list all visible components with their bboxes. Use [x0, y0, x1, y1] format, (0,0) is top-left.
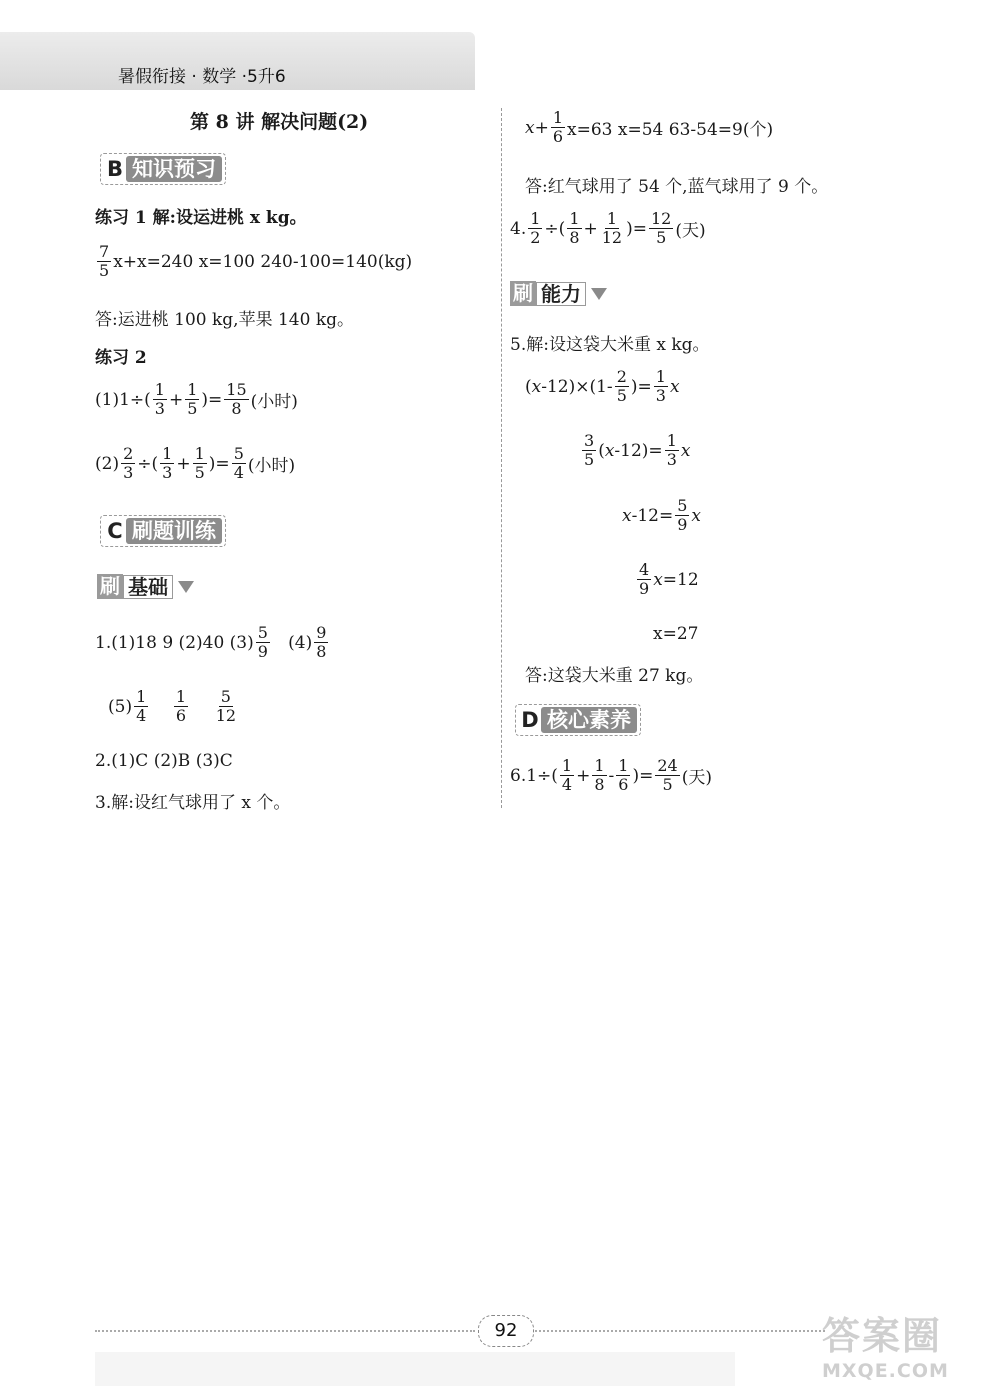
- subsection-basic: 刷 基础: [97, 574, 194, 599]
- ex1-equation: 7 5 x+x=240 x=100 240-100=140(kg): [99, 242, 413, 280]
- ex2-1: (1)1÷( 1 3 + 1 5 )= 15 8 (小时): [95, 380, 298, 418]
- q5-answer: 答:这袋大米重 27 kg。: [525, 666, 704, 686]
- q3: 3.解:设红气球用了 x 个。: [95, 793, 291, 813]
- section-c-tag: [100, 515, 226, 547]
- section-label: 知识预习: [126, 156, 222, 182]
- q1-line2: (5) 1 4 1 6 5 12: [108, 687, 237, 725]
- section-letter: B: [106, 157, 123, 181]
- q5-line3: x -12= 5 9 x: [622, 496, 701, 534]
- watermark: 答案圈 MXQE.COM: [822, 1314, 949, 1382]
- q6: 6.1÷( 1 4 + 1 8 - 1 6 )= 24 5 (天): [510, 756, 712, 794]
- q5-line2: 3 5 ( x -12)= 1 3 x: [584, 431, 691, 469]
- q5-intro: 5.解:设这袋大米重 x kg。: [510, 335, 710, 355]
- footer-rule-right: [535, 1330, 825, 1332]
- section-label: 刷题训练: [126, 518, 222, 544]
- ex2-2: (2) 2 3 ÷( 1 3 + 1 5 )= 5 4 (小时): [95, 444, 296, 482]
- q5-line4: 4 9 x =12: [639, 560, 699, 598]
- triangle-down-icon: [178, 581, 194, 593]
- q3-equation: x + 1 6 x=63 x=54 63-54=9(个): [525, 108, 774, 146]
- q5-line1: ( x -12)×(1- 2 5 )= 1 3 x: [525, 367, 680, 405]
- section-label: 核心素养: [541, 707, 637, 733]
- column-divider: [501, 108, 502, 808]
- section-d-tag: [515, 704, 641, 736]
- footer-strip: [95, 1352, 735, 1386]
- q4: 4. 1 2 ÷( 1 8 + 1 12 )= 12 5 (天): [510, 209, 706, 247]
- subsection-ability: 刷 能力: [510, 281, 607, 306]
- triangle-down-icon: [591, 288, 607, 300]
- ex1-answer: 答:运进桃 100 kg,苹果 140 kg。: [95, 310, 355, 330]
- q5-line5: x=27: [653, 624, 699, 644]
- header-title: 暑假衔接 · 数学 ·5升6: [118, 67, 286, 87]
- q3-answer: 答:红气球用了 54 个,蓝气球用了 9 个。: [525, 177, 829, 197]
- fraction: 7 5: [99, 242, 110, 280]
- page-number: 92: [478, 1315, 534, 1347]
- section-b-tag: [100, 153, 226, 185]
- section-letter: C: [107, 519, 123, 543]
- ex2-title: 练习 2: [95, 348, 147, 368]
- lesson-title: 第 8 讲 解决问题(2): [190, 111, 369, 133]
- section-letter: D: [521, 708, 539, 732]
- footer-rule-left: [95, 1330, 475, 1332]
- ex1-intro: 练习 1 解:设运进桃 x kg。: [95, 208, 307, 228]
- q2: 2.(1)C (2)B (3)C: [95, 751, 233, 771]
- q1-line1: 1.(1)18 9 (2)40 (3) 5 9 (4) 9 8: [95, 623, 327, 661]
